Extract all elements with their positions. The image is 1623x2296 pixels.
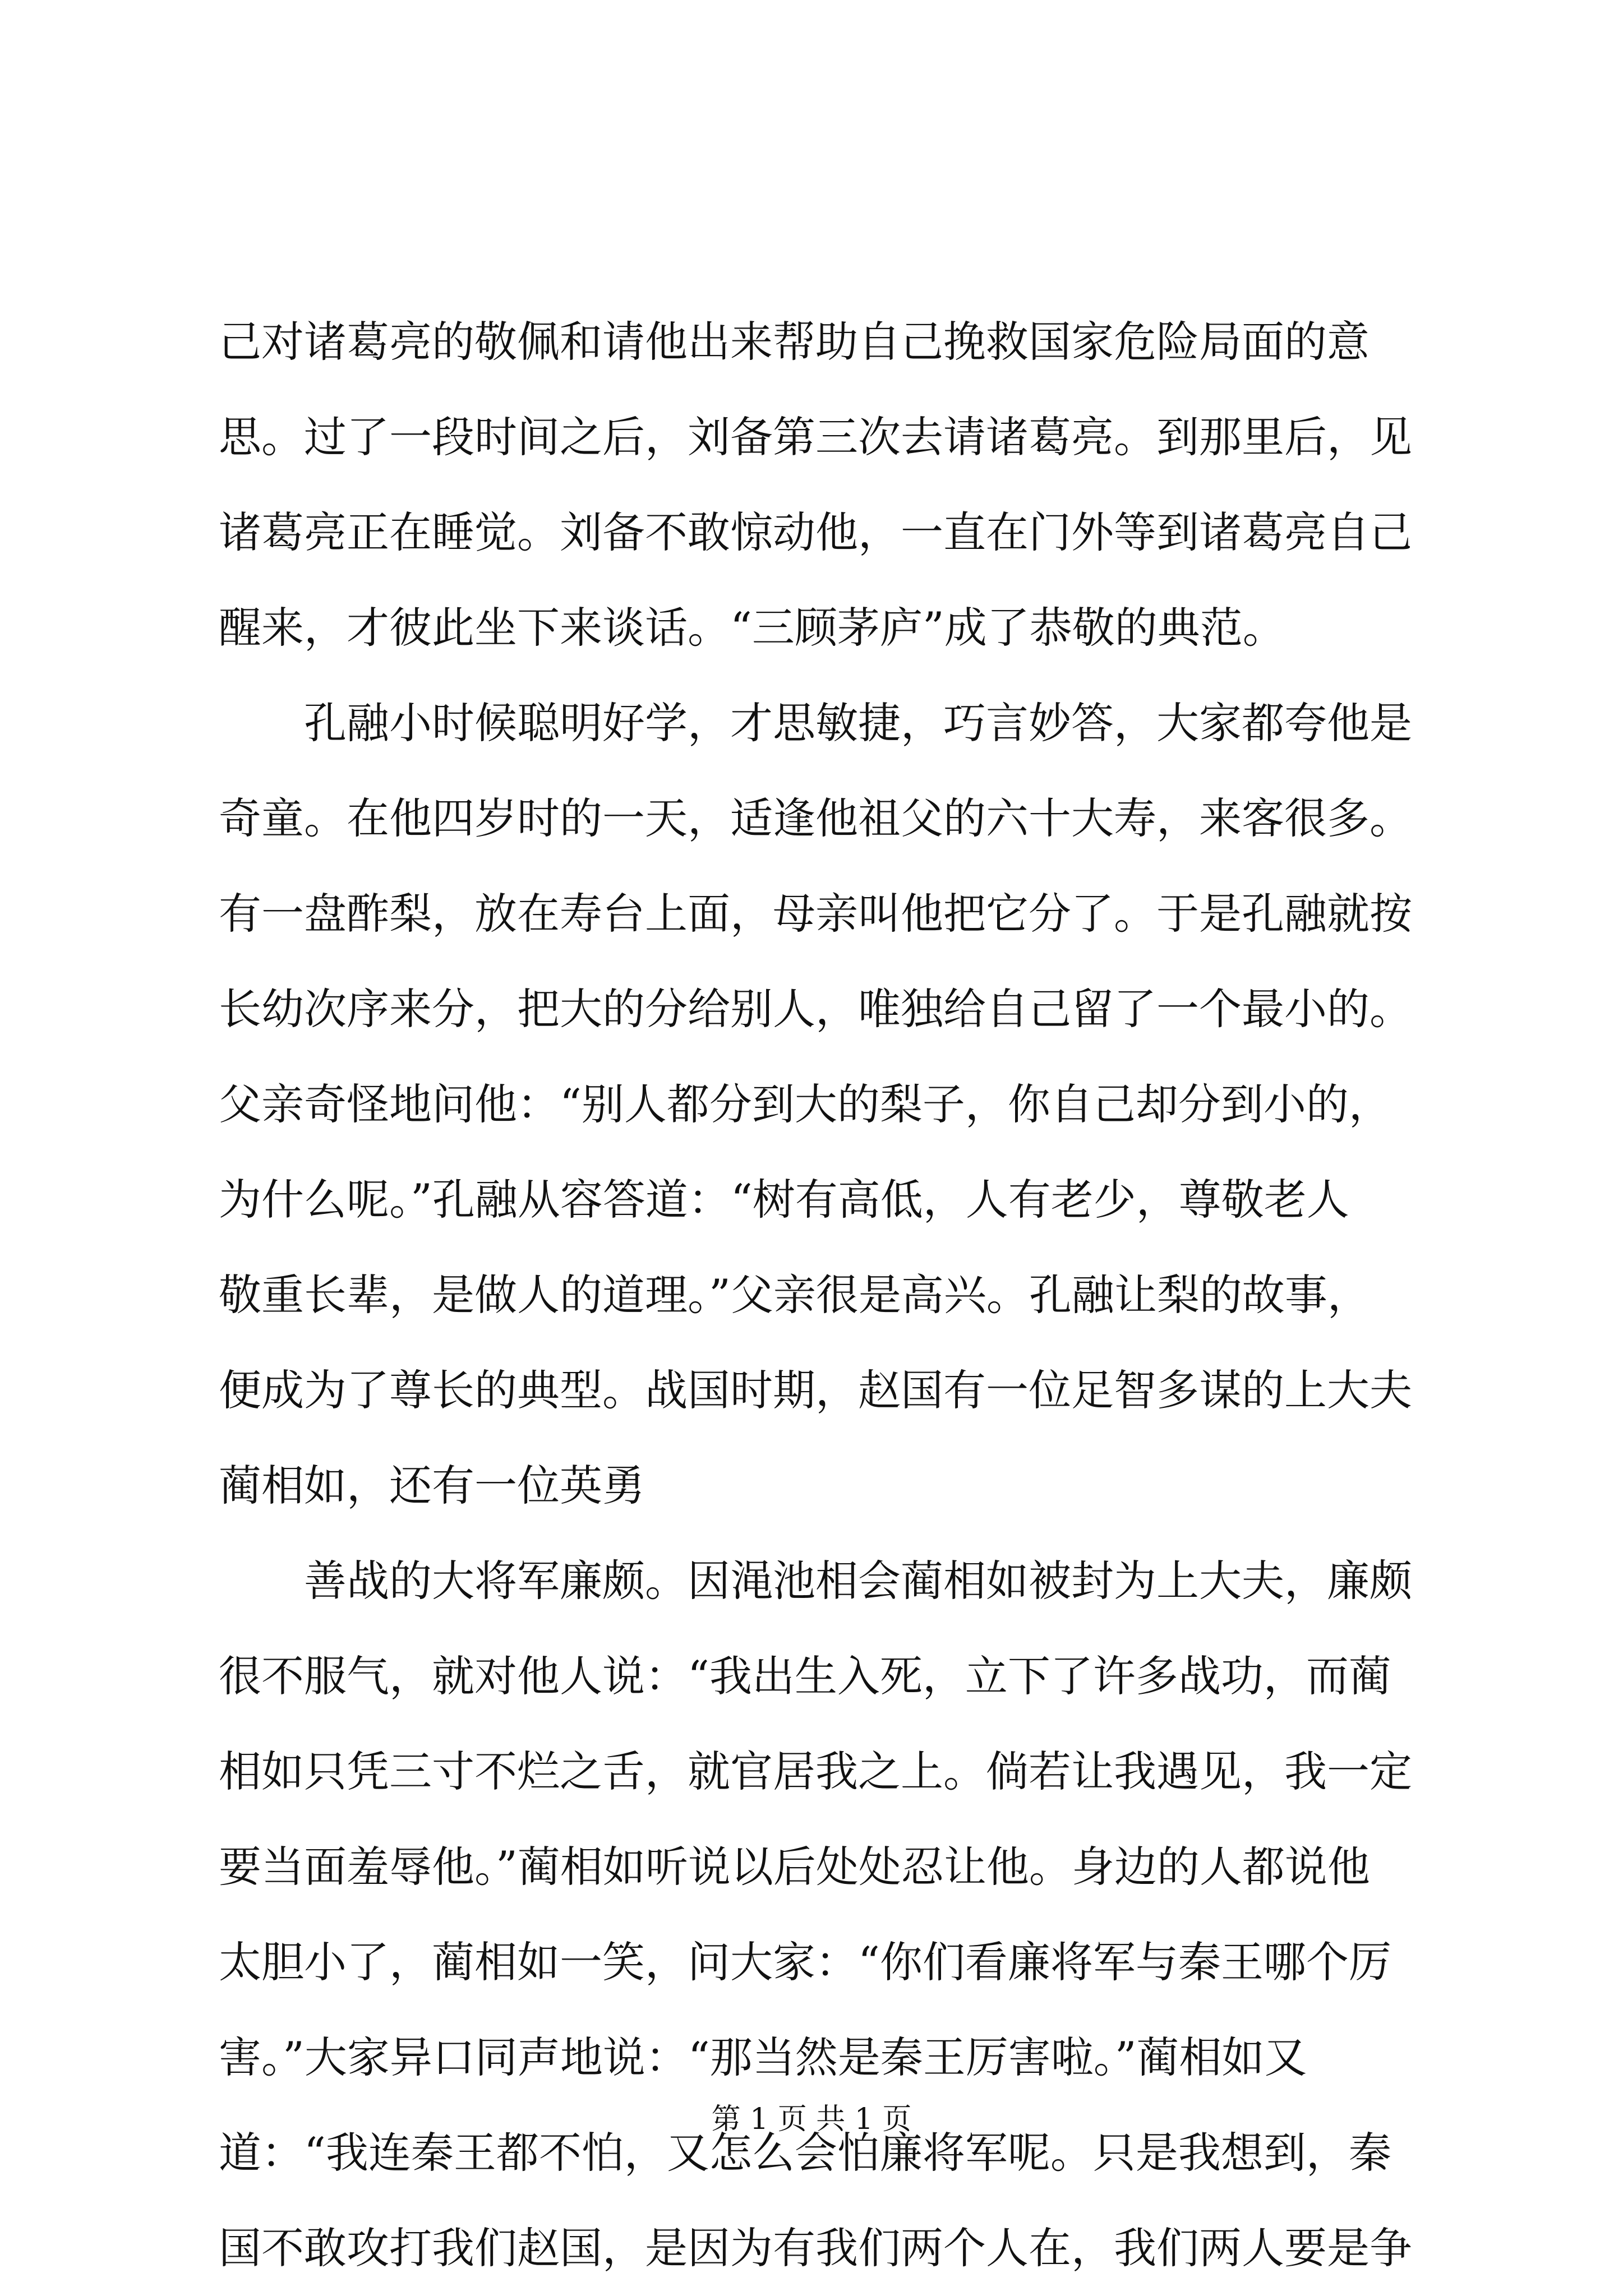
text-line: 父亲奇怪地问他：“别人都分到大的梨子，你自己却分到小的， (219, 1079, 1391, 1129)
paragraph-first-line: 孔融小时候聪明好学，才思敏捷，巧言妙答，大家都夸他是 (304, 698, 1412, 748)
text-line: 有一盘酢梨，放在寿台上面，母亲叫他把它分了。于是孔融就按 (219, 889, 1412, 939)
text-line: 思。过了一段时间之后，刘备第三次去请诸葛亮。到那里后，见 (219, 412, 1412, 462)
text-line: 很不服气，就对他人说：“我出生入死，立下了许多战功，而蔺 (219, 1651, 1391, 1701)
text-line: 奇童。在他四岁时的一天，适逢他祖父的六十大寿，来客很多。 (219, 793, 1412, 843)
text-line: 相如只凭三寸不烂之舌，就官居我之上。倘若让我遇见，我一定 (219, 1747, 1412, 1796)
text-line: 诸葛亮正在睡觉。刘备不敢惊动他，一直在门外等到诸葛亮自己 (219, 507, 1412, 557)
text-line: 要当面羞辱他。”蔺相如听说以后处处忍让他。身边的人都说他 (219, 1842, 1370, 1892)
text-line: 便成为了尊长的典型。战国时期，赵国有一位足智多谋的上大夫 (219, 1365, 1412, 1415)
document-body (219, 294, 1419, 2296)
text-line: 蔺相如，还有一位英勇 (219, 1461, 645, 1510)
paragraph-first-line: 善战的大将军廉颇。因渑池相会蔺相如被封为上大夫，廉颇 (304, 1556, 1412, 1606)
text-line: 醒来，才彼此坐下来谈话。“三顾茅庐”成了恭敬的典范。 (219, 603, 1285, 653)
text-line: 害。”大家异口同声地说：“那当然是秦王厉害啦。”蔺相如又 (219, 2032, 1307, 2082)
text-line: 道：“我连秦王都不怕，又怎么会怕廉将军呢。只是我想到，秦 (219, 2128, 1391, 2178)
text-line: 国不敢攻打我们赵国，是因为有我们两个人在，我们两人要是争 (219, 2223, 1412, 2273)
page-footer: 第 1 页 共 1 页 (711, 2103, 912, 2136)
text-line: 长幼次序来分，把大的分给别人，唯独给自己留了一个最小的。 (219, 984, 1412, 1034)
text-line: 太胆小了，蔺相如一笑，问大家：“你们看廉将军与秦王哪个厉 (219, 1937, 1391, 1987)
text-line: 敬重长辈，是做人的道理。”父亲很是高兴。孔融让梨的故事， (219, 1270, 1370, 1320)
text-line: 己对诸葛亮的敬佩和请他出来帮助自己挽救国家危险局面的意 (219, 317, 1370, 367)
text-line: 为什么呢。”孔融从容答道：“树有高低，人有老少，尊敬老人 (219, 1175, 1349, 1225)
